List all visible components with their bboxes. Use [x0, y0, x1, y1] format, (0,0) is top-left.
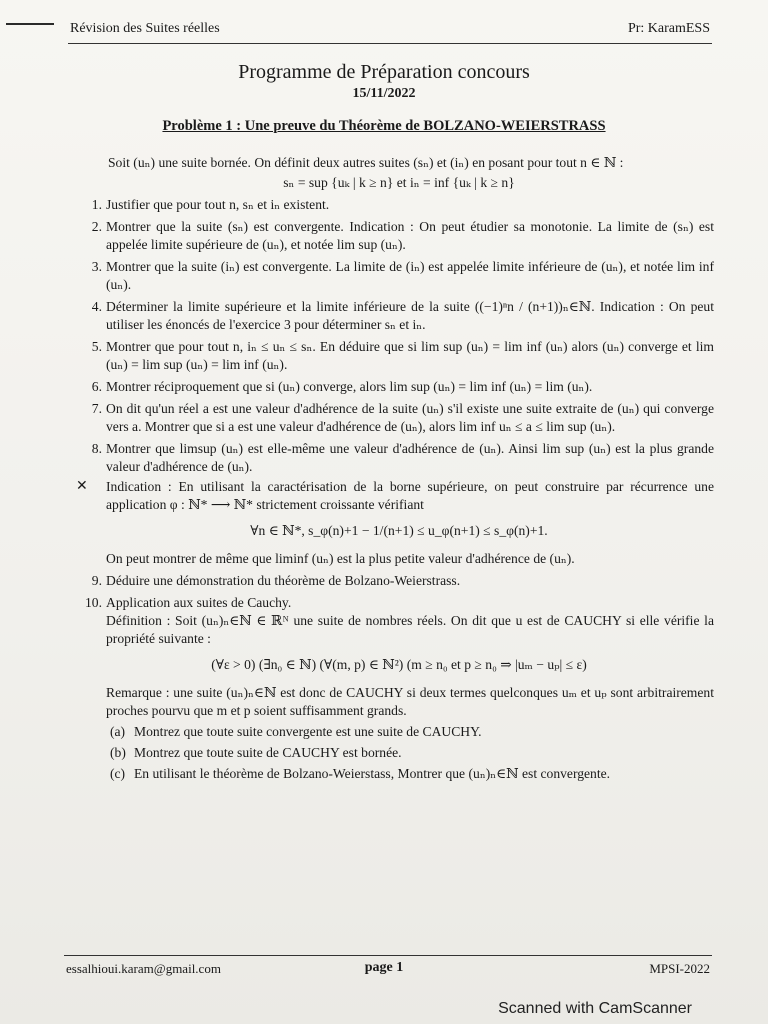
item-text: Application aux suites de Cauchy.: [106, 595, 292, 610]
cross-mark-icon: ✕: [76, 479, 88, 494]
sub-item: [84, 744, 714, 762]
sub-item-label: (b): [110, 745, 126, 760]
item-text: Montrer que la suite (iₙ) est convergente. La limite de (iₙ) est appelée limite inférieure de (uₙ), et notée lim inf (uₙ).: [106, 259, 714, 292]
item-number: 2.: [91, 219, 102, 234]
document-body: [76, 154, 714, 783]
item-number: 1.: [91, 197, 102, 212]
list-item: [84, 400, 714, 436]
item-number: 3.: [91, 259, 102, 274]
cauchy-definition-text: Définition : Soit (uₙ)ₙ∈ℕ ∈ ℝᴺ une suite de nombres réels. On dit que u est de CAUCHY si elle vérifie la propriété suivante :: [106, 613, 714, 646]
item-text: Justifier que pour tout n, sₙ et iₙ existent.: [106, 197, 330, 212]
footer-page-number: page 1: [364, 960, 404, 975]
page-date: 15/11/2022: [352, 86, 416, 101]
list-item: [84, 378, 714, 396]
header-rule: [68, 43, 712, 44]
scanner-watermark: Scanned with CamScanner: [498, 1000, 692, 1017]
footer-class: MPSI-2022: [649, 961, 710, 976]
item-text: Déterminer la limite supérieure et la limite inférieure de la suite ((−1)ⁿn / (n+1))ₙ∈ℕ. Indication : On peut utiliser les énoncés de l'exercice 3 pour déterminer sₙ et iₙ.: [106, 299, 714, 332]
list-item: [84, 440, 714, 476]
indication-conclusion: [84, 550, 714, 568]
list-item: [84, 594, 714, 612]
cauchy-remark-text: Remarque : une suite (uₙ)ₙ∈ℕ est donc de CAUCHY si deux termes quelconques uₘ et uₚ sont arbitrairement proches pourvu que m et p soient suffisamment grands.: [106, 685, 714, 718]
cauchy-formula: (∀ε > 0) (∃n₀ ∈ ℕ) (∀(m, p) ∈ ℕ²) (m ≥ n₀ et p ≥ n₀ ⇒ |uₘ − uₚ| ≤ ε): [211, 657, 587, 672]
page-title: Programme de Préparation concours: [238, 61, 530, 83]
sub-item-text: Montrez que toute suite de CAUCHY est bornée.: [134, 745, 402, 760]
item-number: 5.: [91, 339, 102, 354]
item-number: 4.: [91, 299, 102, 314]
item-text: Montrer réciproquement que si (uₙ) converge, alors lim sup (uₙ) = lim inf (uₙ) = lim (uₙ).: [106, 379, 593, 394]
footer-email: essalhioui.karam@gmail.com: [66, 961, 221, 976]
indication-formula: ∀n ∈ ℕ*, s_φ(n)+1 − 1/(n+1) ≤ u_φ(n+1) ≤ s_φ(n)+1.: [250, 523, 548, 538]
indication-end-text: On peut montrer de même que liminf (uₙ) est la plus petite valeur d'adhérence de (uₙ).: [106, 551, 575, 566]
list-item: [84, 298, 714, 334]
item-text: On dit qu'un réel a est une valeur d'adhérence de la suite (uₙ) s'il existe une suite extraite de (uₙ) qui converge vers a. Montrer que si a est une valeur d'adhérence de (uₙ), alors lim inf uₙ ≤ a ≤ lim sup (uₙ).: [106, 401, 714, 434]
item-text: Montrer que limsup (uₙ) est elle-même une valeur d'adhérence de (uₙ). Ainsi lim sup (uₙ) est la plus grande valeur d'adhérence de (uₙ).: [106, 441, 714, 474]
header-left: Révision des Suites réelles: [70, 21, 220, 36]
list-item: [84, 196, 714, 214]
item-text: Montrer que pour tout n, iₙ ≤ uₙ ≤ sₙ. En déduire que si lim sup (uₙ) = lim inf (uₙ) alors (uₙ) converge et lim (uₙ) = lim sup (uₙ) = lim inf (uₙ).: [106, 339, 714, 372]
sub-item-label: (c): [110, 766, 126, 781]
intro-paragraph: Soit (uₙ) une suite bornée. On définit deux autres suites (sₙ) et (iₙ) en posant pour tout n ∈ ℕ :: [108, 155, 624, 170]
sub-item: [84, 723, 714, 741]
list-item: [84, 338, 714, 374]
indication-8: [76, 478, 714, 514]
problem-title: Problème 1 : Une preuve du Théorème de BOLZANO-WEIERSTRASS: [162, 118, 606, 134]
cauchy-remark: [84, 684, 714, 720]
item-text: Montrer que la suite (sₙ) est convergente. Indication : On peut étudier sa monotonie. La limite de (sₙ) est appelée limite supérieure de (uₙ), et notée lim sup (uₙ).: [106, 219, 714, 252]
sub-item-label: (a): [110, 724, 126, 739]
sub-item-text: En utilisant le théorème de Bolzano-Weierstass, Montrer que (uₙ)ₙ∈ℕ est convergente.: [134, 766, 611, 781]
item-number: 7.: [91, 401, 102, 416]
cauchy-definition: [84, 612, 714, 648]
margin-mark: [6, 23, 54, 25]
item-number: 10.: [85, 595, 102, 610]
list-item: [84, 572, 714, 590]
sub-item: [84, 765, 714, 783]
indication-text: Indication : En utilisant la caractérisation de la borne supérieure, on peut construire par récurrence une application φ : ℕ* ⟶ ℕ* strictement croissante vérifiant: [106, 479, 714, 512]
item-number: 8.: [91, 441, 102, 456]
list-item: [84, 258, 714, 294]
header-right: Pr: KaramESS: [627, 21, 710, 36]
footer-rule: [64, 955, 712, 956]
item-text: Déduire une démonstration du théorème de Bolzano-Weierstrass.: [106, 573, 461, 588]
item-number: 9.: [91, 573, 102, 588]
item-number: 6.: [91, 379, 102, 394]
definition-formula: sₙ = sup {uₖ | k ≥ n} et iₙ = inf {uₖ | k ≥ n}: [283, 175, 515, 190]
sub-item-text: Montrez que toute suite convergente est une suite de CAUCHY.: [134, 724, 482, 739]
list-item: [84, 218, 714, 254]
